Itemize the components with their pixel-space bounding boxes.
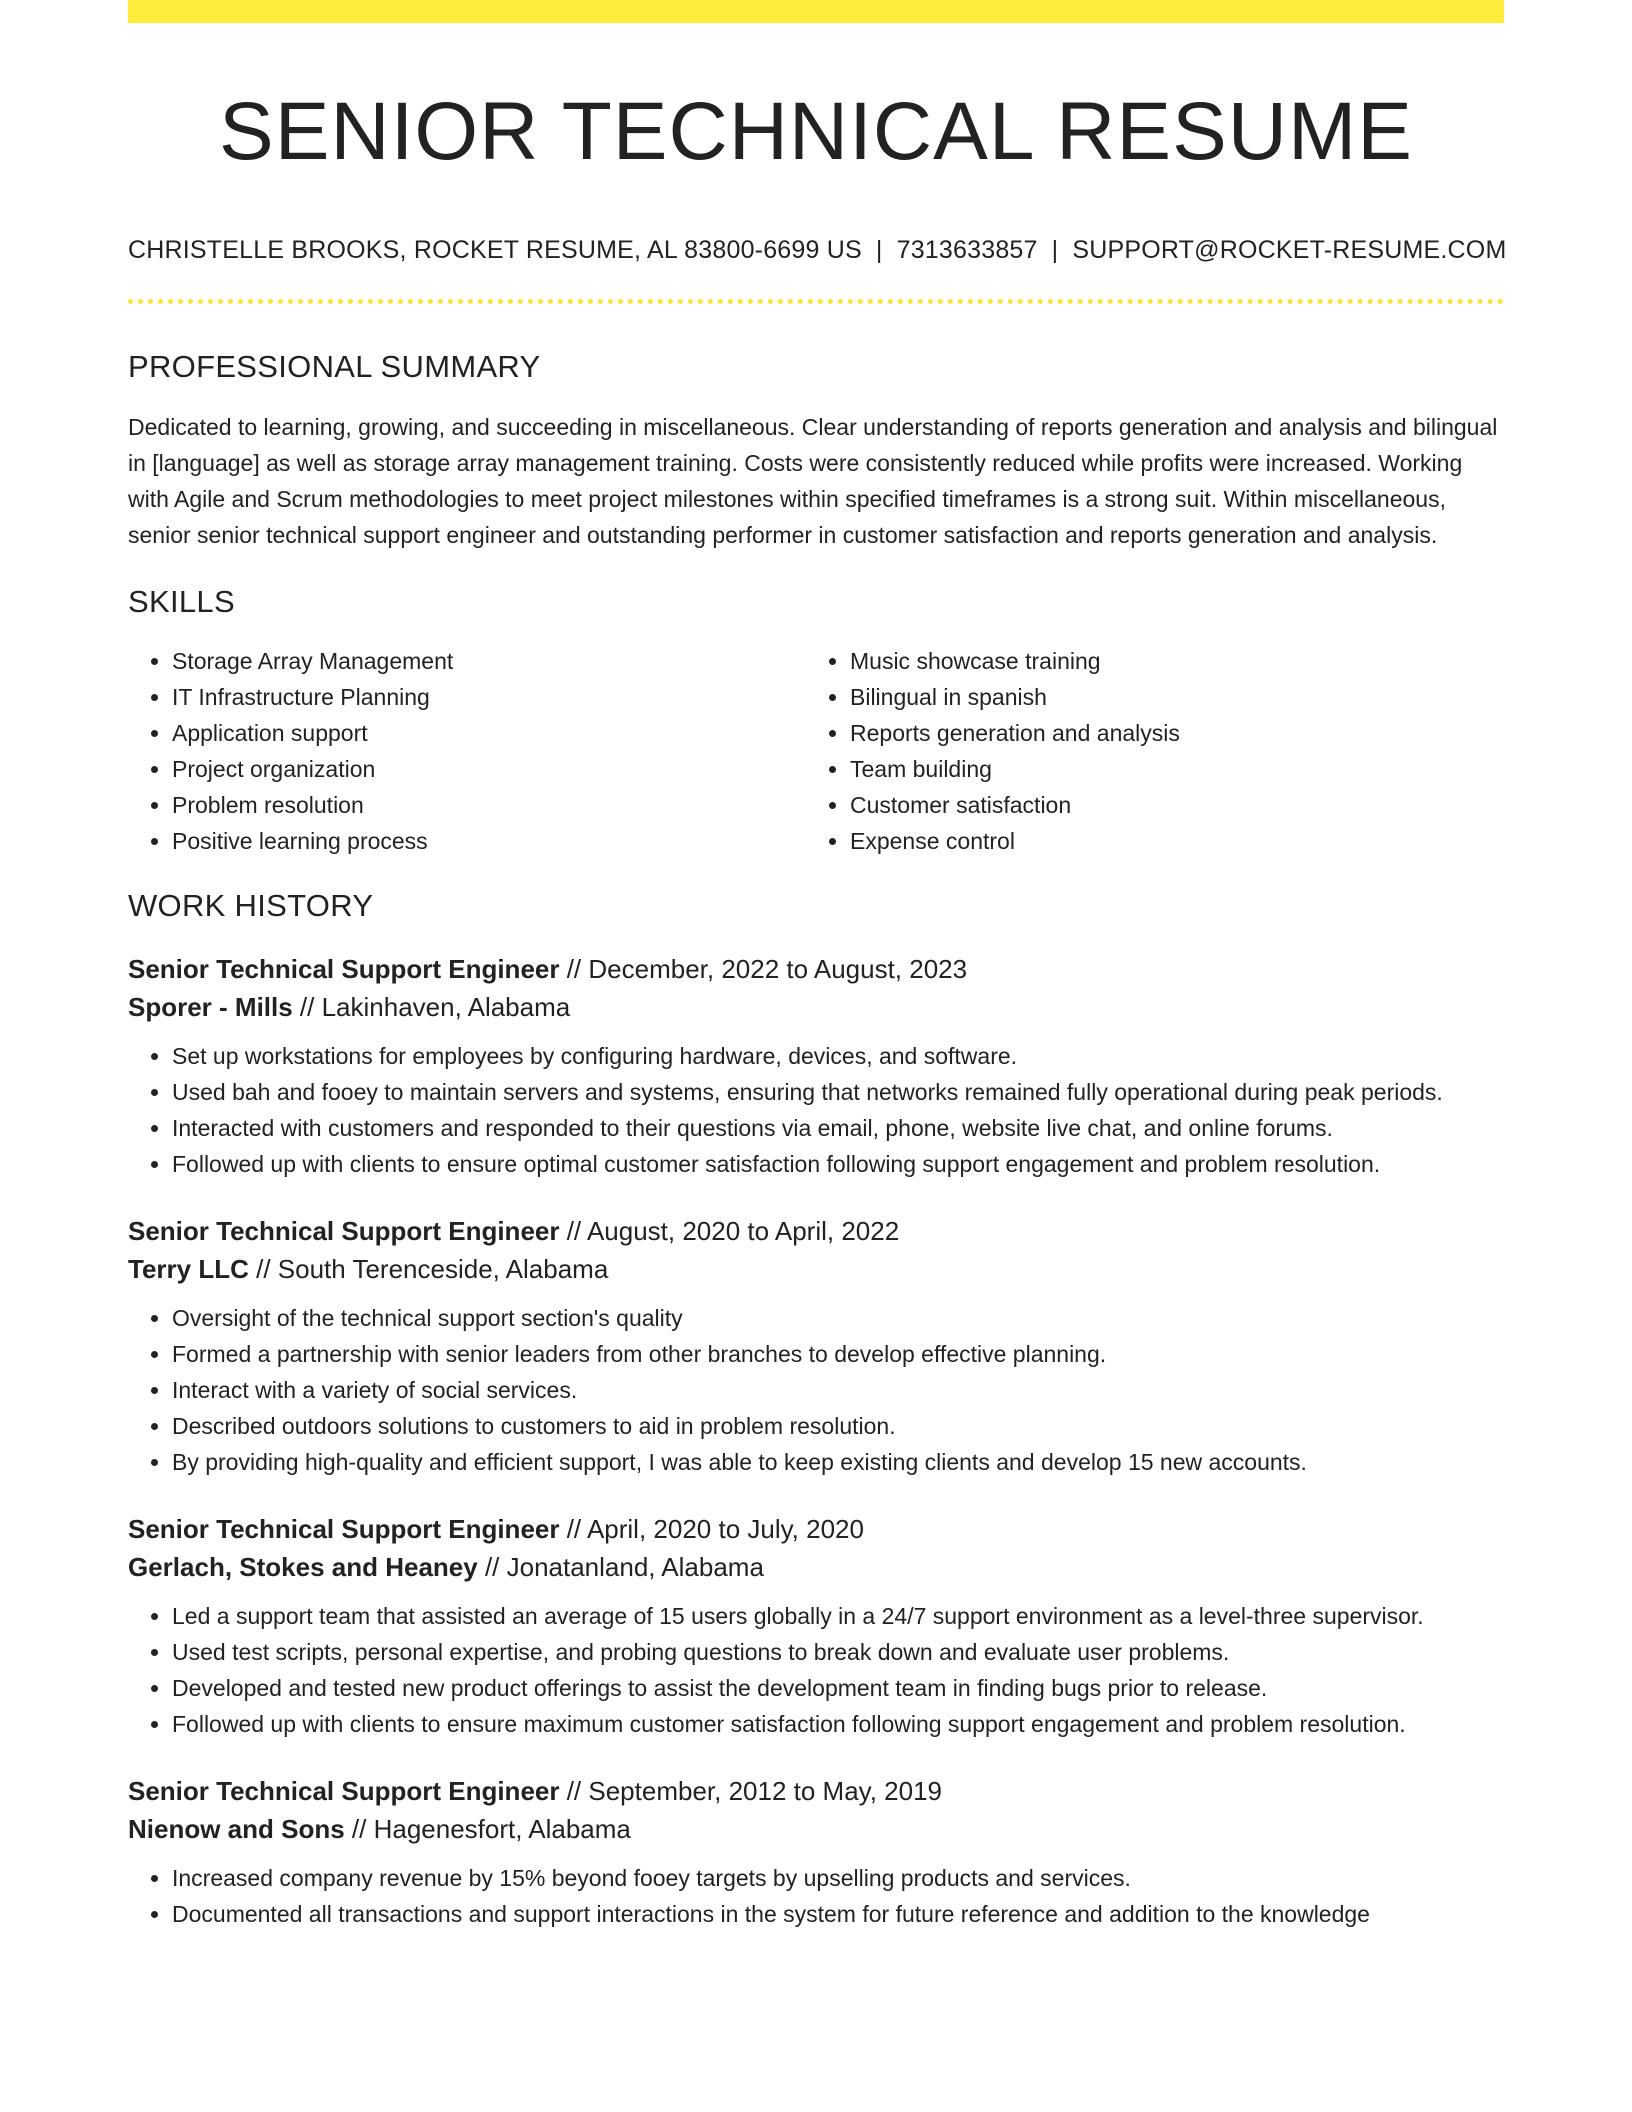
job-title: Senior Technical Support Engineer: [128, 1513, 560, 1544]
job-company: Sporer - Mills: [128, 991, 293, 1022]
summary-text: Dedicated to learning, growing, and succeeding in miscellaneous. Clear understanding of reports generation and analysis and bilingual in [language] as well as storage array management training. Costs were consistently reduced while profits were increased. Working with Agile and Scrum methodologies to meet project milestones within specified timeframes is a strong suit. Within miscellaneous, senior senior technical support engineer and outstanding performer in customer satisfaction and reports generation and analysis.: [128, 414, 1498, 549]
resume-page: [128, 0, 1507, 1932]
job-dates: // September, 2012 to May, 2019: [559, 1775, 943, 1806]
job-dates: // April, 2020 to July, 2020: [559, 1513, 864, 1544]
skills-columns: [128, 643, 1504, 859]
skill-item: • Application support: [172, 715, 806, 751]
job-location: // Hagenesfort, Alabama: [344, 1813, 631, 1844]
contact-email: SUPPORT@ROCKET-RESUME.COM: [1072, 236, 1507, 265]
job-bullet: • Followed up with clients to ensure maximum customer satisfaction following support engagement and problem resolution.: [172, 1706, 1504, 1742]
job-title-line: [128, 950, 1504, 988]
contact-separator: |: [1051, 236, 1059, 265]
job-bullet: • Increased company revenue by 15% beyond fooey targets by upselling products and services.: [172, 1860, 1504, 1896]
job-title-line: [128, 1212, 1504, 1250]
skills-list-right: [806, 643, 1484, 859]
job-entry: [128, 1772, 1504, 1932]
job-location: // South Terenceside, Alabama: [248, 1253, 609, 1284]
job-company-line: [128, 1250, 1504, 1288]
job-company-line: [128, 1810, 1504, 1848]
job-company: Terry LLC: [128, 1253, 249, 1284]
job-bullet: • Used test scripts, personal expertise, and probing questions to break down and evaluate user problems.: [172, 1634, 1504, 1670]
job-bullet: • Set up workstations for employees by configuring hardware, devices, and software.: [172, 1038, 1504, 1074]
skill-item: • Team building: [850, 751, 1484, 787]
skill-item: • Bilingual in spanish: [850, 679, 1484, 715]
skill-item: • Expense control: [850, 823, 1484, 859]
job-title-line: [128, 1772, 1504, 1810]
accent-top-bar: [128, 0, 1504, 23]
skills-heading: SKILLS: [128, 584, 235, 620]
job-title: Senior Technical Support Engineer: [128, 1215, 560, 1246]
skill-item: • Storage Array Management: [172, 643, 806, 679]
job-title: Senior Technical Support Engineer: [128, 953, 560, 984]
work-history-heading: WORK HISTORY: [128, 887, 374, 923]
contact-address: CHRISTELLE BROOKS, ROCKET RESUME, AL 83800-6699 US: [128, 236, 862, 265]
skill-item: • Project organization: [172, 751, 806, 787]
job-dates: // December, 2022 to August, 2023: [559, 953, 968, 984]
contact-separator: |: [875, 236, 883, 265]
skill-item: • Positive learning process: [172, 823, 806, 859]
job-entry: [128, 1510, 1504, 1742]
job-bullets: [128, 1038, 1504, 1182]
job-title: Senior Technical Support Engineer: [128, 1775, 560, 1806]
job-bullet: • Interact with a variety of social services.: [172, 1372, 1504, 1408]
job-bullet: • Interacted with customers and responded to their questions via email, phone, website live chat, and online forums.: [172, 1110, 1504, 1146]
job-bullet: • Documented all transactions and support interactions in the system for future reference and addition to the knowledge: [172, 1896, 1504, 1932]
job-location: // Jonatanland, Alabama: [477, 1551, 764, 1582]
job-company: Gerlach, Stokes and Heaney: [128, 1551, 478, 1582]
job-entry: [128, 1212, 1504, 1480]
skill-item: • IT Infrastructure Planning: [172, 679, 806, 715]
contact-phone: 7313633857: [896, 236, 1038, 265]
contact-line: [128, 235, 1507, 265]
job-bullets: [128, 1598, 1504, 1742]
job-bullet: • Developed and tested new product offerings to assist the development team in finding bugs prior to release.: [172, 1670, 1504, 1706]
skill-item: • Music showcase training: [850, 643, 1484, 679]
job-bullet: • Described outdoors solutions to customers to aid in problem resolution.: [172, 1408, 1504, 1444]
job-bullet: • Oversight of the technical support section's quality: [172, 1300, 1504, 1336]
document-title: SENIOR TECHNICAL RESUME: [219, 86, 1413, 177]
job-bullets: [128, 1860, 1504, 1932]
summary-heading: PROFESSIONAL SUMMARY: [128, 349, 541, 385]
job-dates: // August, 2020 to April, 2022: [559, 1215, 900, 1246]
skills-list-left: [128, 643, 806, 859]
job-title-line: [128, 1510, 1504, 1548]
skill-item: • Problem resolution: [172, 787, 806, 823]
job-bullet: • Led a support team that assisted an average of 15 users globally in a 24/7 support environment as a level-three supervisor.: [172, 1598, 1504, 1634]
job-bullet: • By providing high-quality and efficient support, I was able to keep existing clients and develop 15 new accounts.: [172, 1444, 1504, 1480]
skill-item: • Customer satisfaction: [850, 787, 1484, 823]
dotted-divider: [128, 299, 1504, 304]
job-bullet: • Followed up with clients to ensure optimal customer satisfaction following support engagement and problem resolution.: [172, 1146, 1504, 1182]
job-bullets: [128, 1300, 1504, 1480]
job-location: // Lakinhaven, Alabama: [292, 991, 571, 1022]
job-company-line: [128, 988, 1504, 1026]
skill-item: • Reports generation and analysis: [850, 715, 1484, 751]
job-company-line: [128, 1548, 1504, 1586]
job-company: Nienow and Sons: [128, 1813, 345, 1844]
job-bullet: • Formed a partnership with senior leaders from other branches to develop effective planning.: [172, 1336, 1504, 1372]
job-entry: [128, 950, 1504, 1182]
job-bullet: • Used bah and fooey to maintain servers and systems, ensuring that networks remained fully operational during peak periods.: [172, 1074, 1504, 1110]
